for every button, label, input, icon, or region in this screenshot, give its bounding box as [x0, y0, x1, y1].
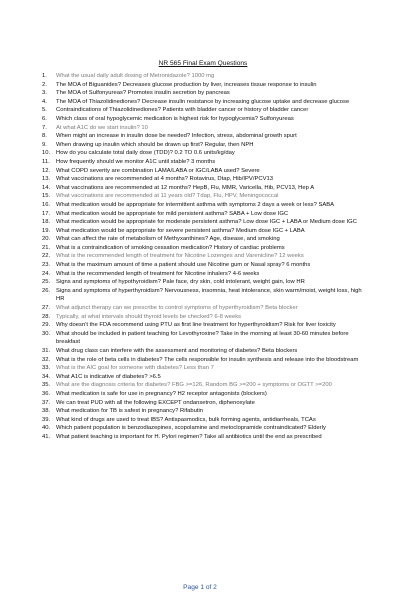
question-text: What vaccinations are recommended at 4 months? Rotavirus, Dtap, Hib/IPV/PCV13: [56, 176, 273, 183]
question-text: Signs and symptoms of hyperthyroidism? Nervousness, insomnia, heat intolerance, skin warm/moist, weight loss, high HR: [56, 287, 362, 303]
question-number: 20.: [42, 236, 51, 243]
question-number: 24.: [42, 270, 51, 277]
question-number: 27.: [42, 305, 51, 312]
question-number: 13.: [42, 176, 51, 183]
question-item: [42, 330, 364, 347]
question-item: [42, 72, 364, 81]
question-text: What adjunct therapy can we prescribe to control symptoms of hyperthyroidism? Beta blocker: [56, 305, 298, 312]
question-number: 26.: [42, 287, 51, 294]
question-number: 18.: [42, 219, 51, 226]
question-item: [42, 192, 364, 201]
question-text: What vaccinations are recommended at 11 years old? Tdap, Flu, HPV, Meningococcal: [56, 193, 279, 200]
question-number: 33.: [42, 365, 51, 372]
question-item: [42, 201, 364, 210]
question-item: [42, 98, 364, 107]
question-item: [42, 373, 364, 382]
question-text: What should be included in patient teaching for Levothyroxine? Take in the morning at least 30-60 minutes before breakfast: [56, 330, 349, 346]
question-text: What drug class can interfere with the assessment and monitoring of diabetes? Beta blockers: [56, 348, 298, 354]
question-number: 12.: [42, 167, 51, 174]
question-number: 35.: [42, 382, 51, 389]
question-text: The MOA of Thiazolidinediones? Decrease insulin resistance by increasing glucose uptake and decrease glucose: [56, 98, 350, 105]
question-item: [42, 210, 364, 219]
question-number: 31.: [42, 348, 51, 354]
question-text: Which patient population is benzodiazepines, scopolamine and metoclopramide contraindicated? Elderly: [56, 425, 326, 432]
question-number: 21.: [42, 244, 51, 251]
question-item: [42, 89, 364, 98]
question-text: What is a contraindication of smoking cessation medication? History of cardiac problems: [56, 244, 285, 251]
question-text: What is the role of beta cells in diabetes? The cells responsible for insulin synthesis and release into the bloodstream: [56, 356, 359, 363]
question-text: Signs and symptoms of hypothyroidism? Pale face, dry skin, cold intolerant, weight gain, low HR: [56, 279, 305, 286]
question-text: How frequently should we monitor A1C until stable? 3 months: [56, 158, 216, 165]
question-text: The MOA of Sulfonyureas? Promotes insulin secretion by pancreas: [56, 90, 230, 97]
question-item: [42, 115, 364, 124]
question-text: What vaccinations are recommended at 12 months? HepB, Flu, MMR, Varicella, Hib, PCV13, Hep A: [56, 184, 315, 191]
question-text: How do you calculate total daily dose (TDD)? 0.2 TO 0.6 units/kg/day: [56, 150, 235, 157]
question-item: [42, 261, 364, 270]
question-number: 34.: [42, 373, 51, 380]
question-text: What can affect the rate of metabolism of Methyxanthines? Age, disease, and smoking: [56, 236, 280, 243]
question-number: 23.: [42, 262, 51, 269]
question-item: [42, 433, 364, 442]
question-item: [42, 424, 364, 433]
question-item: [42, 416, 364, 425]
question-item: [42, 313, 364, 322]
question-item: [42, 347, 364, 356]
question-number: 30.: [42, 330, 51, 337]
question-text: What medication would be appropriate for severe persistent asthma? Medium dose IGC + LABA: [56, 227, 305, 234]
question-text: When drawing up insulin which should be drawn up first? Regular, then NPH: [56, 141, 254, 148]
question-item: [42, 252, 364, 261]
question-text: At what A1C do we start insulin? 10: [56, 124, 148, 131]
question-text: What medication for TB is safest in pregnancy? Rifabutin: [56, 408, 204, 415]
page-footer: Page 1 of 2: [183, 584, 217, 591]
question-number: 6.: [42, 115, 47, 122]
question-text: What medication would be appropriate for mild persistent asthma? SABA + Low dose IGC: [56, 210, 289, 217]
question-text: Typically, at what intervals should thyroid levels be checked? 6-8 weeks: [56, 313, 242, 320]
question-text: We can treat PUD with all the following EXCEPT ondansetron, diphenoxylate: [56, 399, 255, 406]
question-item: [42, 287, 364, 304]
question-item: [42, 184, 364, 193]
question-number: 28.: [42, 313, 51, 320]
question-text: What patient teaching is important for H. Pylori regimen? Take all antibiotics until the end as prescribed: [56, 433, 322, 440]
question-number: 16.: [42, 201, 51, 208]
question-number: 1.: [42, 73, 47, 79]
question-text: What medication would be appropriate for moderate persistent asthma? Low dose IGC + LABA or Medium dose IGC: [56, 219, 357, 226]
question-item: [42, 304, 364, 313]
question-text: What is the AIC goal for someone with diabetes? Less than 7: [56, 365, 214, 372]
question-number: 41.: [42, 433, 51, 440]
question-text: What are the diagnosis criteria for diabetes? FBG >=126, Random BG >=200 + symptoms or OGTT >=200: [56, 382, 332, 389]
question-item: [42, 407, 364, 416]
document-title: NR 565 Final Exam Questions: [158, 60, 248, 67]
question-text: When might an increase in insulin dose be needed? Infection, stress, abdominal growth spurt: [56, 133, 297, 140]
question-item: [42, 149, 364, 158]
question-item: [42, 390, 364, 399]
question-number: 25.: [42, 279, 51, 286]
question-number: 5.: [42, 107, 47, 114]
question-item: [42, 218, 364, 227]
question-item: [42, 278, 364, 287]
question-text: What medication would be appropriate for intermittent asthma with symptoms 2 days a week or less? SABA: [56, 201, 335, 208]
question-number: 7.: [42, 124, 47, 131]
question-item: [42, 321, 364, 330]
question-number: 3.: [42, 90, 47, 97]
question-item: [42, 381, 364, 390]
question-text: What is the maximum amount of time a patient should use Nicotine gum or Nasal spray? 6 months: [56, 262, 311, 269]
question-number: 10.: [42, 150, 51, 157]
question-list: [42, 72, 364, 442]
question-item: [42, 244, 364, 253]
question-text: What A1C is indicative of diabetes? >6.5: [56, 373, 161, 380]
question-number: 14.: [42, 184, 51, 191]
question-number: 37.: [42, 399, 51, 406]
question-text: Which class of oral hypoglycemic medication is highest risk for hypoglycemia? Sulfonyureas: [56, 115, 294, 122]
question-text: What medication is safe for use in pregnancy? H2 receptor antagonists (blockers): [56, 390, 267, 397]
question-number: 11.: [42, 158, 50, 165]
question-number: 15.: [42, 193, 51, 200]
question-text: Why doesn't the FDA recommend using PTU as first line treatment for hyperthyroidism? Risk for liver toxicity: [56, 322, 336, 329]
question-text: What is the recommended length of treatment for Nicotine Lozenges and Varenicline? 12 weeks: [56, 253, 304, 260]
question-item: [42, 158, 364, 167]
question-number: 36.: [42, 390, 51, 397]
question-number: 29.: [42, 322, 51, 329]
question-item: [42, 235, 364, 244]
question-number: 9.: [42, 141, 47, 148]
question-text: The MOA of Biguanides? Decreases glucose production by liver, increases tissue response to insulin: [56, 81, 317, 88]
question-text: What the usual daily adult dosing of Metronidazole? 1000 mg: [56, 73, 215, 79]
question-text: What is the recommended length of treatment for Nicotine inhalers? 4-6 weeks: [56, 270, 260, 277]
question-number: 2.: [42, 81, 47, 88]
question-text: What COPD severity are combination LAMA/LABA or IGC/LABA used? Severe: [56, 167, 260, 174]
question-number: 4.: [42, 98, 47, 105]
question-item: [42, 364, 364, 373]
question-number: 32.: [42, 356, 51, 363]
question-item: [42, 81, 364, 90]
question-item: [42, 270, 364, 279]
question-item: [42, 124, 364, 133]
question-number: 17.: [42, 210, 51, 217]
question-item: [42, 175, 364, 184]
question-number: 40.: [42, 425, 51, 432]
question-item: [42, 141, 364, 150]
question-number: 38.: [42, 408, 51, 415]
question-item: [42, 356, 364, 365]
question-text: What kind of drugs are used to treat IBS? Antispasmodics, bulk forming agents, antidiarrheals, TCAs: [56, 416, 316, 423]
question-number: 39.: [42, 416, 51, 423]
question-number: 19.: [42, 227, 51, 234]
question-number: 8.: [42, 133, 47, 140]
question-item: [42, 399, 364, 408]
question-item: [42, 227, 364, 236]
question-text: Contraindications of Thiazolidinediones? Patients with bladder cancer or history of bladder cancer: [56, 107, 309, 114]
question-item: [42, 167, 364, 176]
question-number: 22.: [42, 253, 51, 260]
question-item: [42, 106, 364, 115]
question-item: [42, 132, 364, 141]
